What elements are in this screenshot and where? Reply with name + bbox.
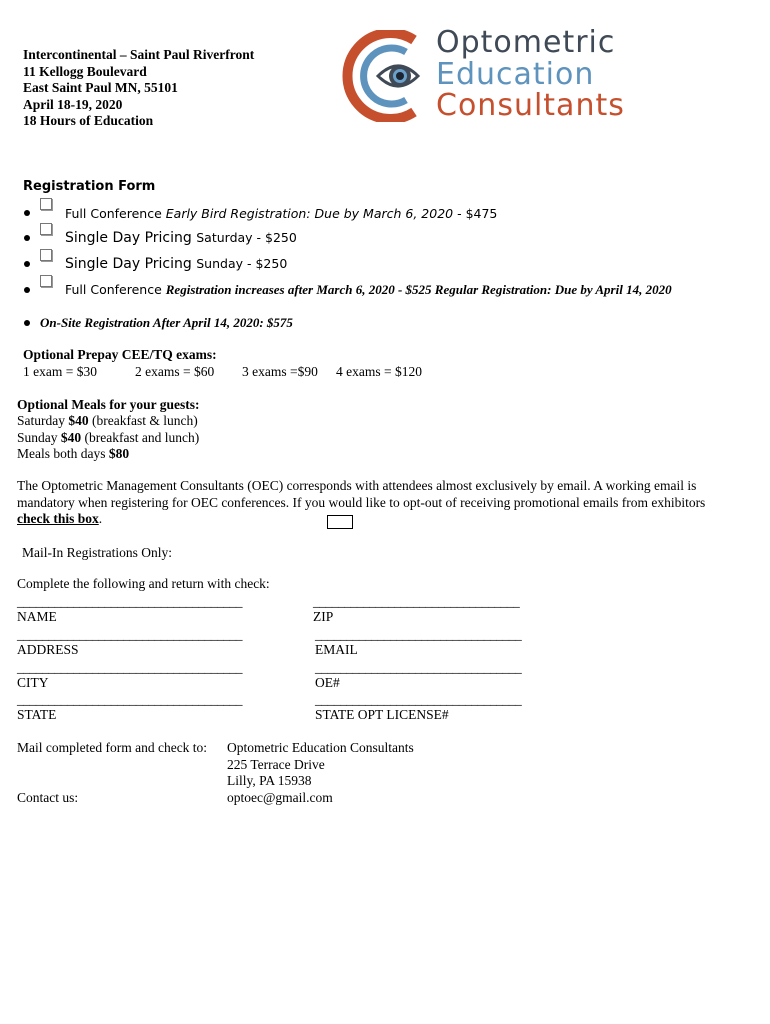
mail-to-label: Mail completed form and check to: <box>17 740 208 755</box>
saturday-prefix: Single Day Pricing <box>65 230 197 246</box>
full-regular-prefix: Full Conference <box>65 282 166 297</box>
early-bird-label <box>65 206 497 221</box>
logo-word-consultants: Consultants <box>436 88 625 123</box>
meal-sunday-detail: (breakfast and lunch) <box>81 430 200 445</box>
saturday-checkbox[interactable] <box>40 223 52 235</box>
contact-email[interactable]: optoec@gmail.com <box>227 790 333 805</box>
address-label: ADDRESS <box>17 642 79 657</box>
full-regular-detail: Registration increases after March 6, 2020 - $525 Regular Registration: Due by April 14, 2020 <box>165 282 672 297</box>
event-info <box>23 47 254 130</box>
email-notice-end: . <box>98 511 103 527</box>
exam-price-1: 1 exam = $30 <box>23 364 97 379</box>
email-notice-text: The Optometric Management Consultants (OEC) corresponds with attendees almost exclusively by email. A working email is mandatory when registering for OEC conferences. If you would like to opt-out of receiving promotional emails from exhibitors <box>17 478 706 510</box>
bullet-icon <box>24 287 30 293</box>
saturday-price: Saturday - $250 <box>196 230 297 245</box>
option-sunday[interactable] <box>24 253 724 275</box>
full-regular-label <box>65 282 672 298</box>
meal-saturday-detail: (breakfast & lunch) <box>88 413 198 428</box>
meal-sunday-label: Sunday <box>17 430 61 445</box>
saturday-label <box>65 230 297 246</box>
logo-word-optometric: Optometric <box>436 25 616 60</box>
email-label: EMAIL <box>315 642 358 657</box>
city-label: CITY <box>17 675 49 690</box>
meal-sunday-price: $40 <box>60 430 82 445</box>
full-regular-checkbox[interactable] <box>40 275 52 287</box>
contact-label: Contact us: <box>17 790 79 805</box>
meal-saturday <box>17 413 198 430</box>
registration-form-title: Registration Form <box>23 179 156 194</box>
option-full-regular[interactable] <box>24 279 744 301</box>
sunday-label <box>65 256 287 272</box>
name-label: NAME <box>17 609 57 624</box>
venue-name: Intercontinental – Saint Paul Riverfront <box>23 47 255 62</box>
option-onsite <box>24 312 724 334</box>
state-label: STATE <box>17 707 57 722</box>
opt-out-checkbox[interactable] <box>327 515 353 529</box>
early-bird-checkbox[interactable] <box>40 198 52 210</box>
meal-both-price: $80 <box>108 446 130 461</box>
sunday-price: Sunday - $250 <box>196 256 288 271</box>
onsite-registration: On-Site Registration After April 14, 2020: $575 <box>40 315 293 330</box>
city-line[interactable]: ____________________________________ <box>17 660 242 675</box>
education-hours: 18 Hours of Education <box>23 113 154 128</box>
logo-word-education: Education <box>436 57 595 92</box>
early-bird-price: - $475 <box>453 205 498 221</box>
oe-label: OE# <box>315 675 340 690</box>
oe-line[interactable]: _________________________________ <box>315 660 522 675</box>
street-address: 11 Kellogg Boulevard <box>23 63 147 79</box>
state-line[interactable]: ____________________________________ <box>17 692 242 707</box>
license-label: STATE OPT LICENSE# <box>315 707 449 722</box>
meal-both-label: Meals both days <box>17 446 109 461</box>
exams-title: Optional Prepay CEE/TQ exams: <box>23 347 217 362</box>
company-logo <box>340 25 640 123</box>
zip-label: ZIP <box>313 609 334 624</box>
email-notice <box>17 478 727 528</box>
opt-out-link-text: check this box <box>17 511 99 527</box>
address-line[interactable]: ____________________________________ <box>17 627 242 642</box>
sunday-prefix: Single Day Pricing <box>65 256 197 272</box>
sunday-checkbox[interactable] <box>40 249 52 261</box>
meal-saturday-price: $40 <box>68 413 89 428</box>
mailin-instruction: Complete the following and return with check: <box>17 576 270 591</box>
early-bird-detail: Early Bird Registration: Due by March 6, 2020 <box>165 205 454 221</box>
bullet-icon <box>24 210 30 216</box>
exam-price-3: 3 exams =$90 <box>242 364 318 379</box>
meals-title: Optional Meals for your guests: <box>17 397 200 412</box>
early-bird-prefix: Full Conference <box>65 205 166 221</box>
email-line[interactable]: _________________________________ <box>315 627 522 642</box>
name-line[interactable]: ____________________________________ <box>17 594 242 609</box>
bullet-icon <box>24 235 30 241</box>
bullet-icon <box>24 261 30 267</box>
meal-sunday <box>17 430 199 447</box>
city-state-zip: East Saint Paul MN, 55101 <box>23 80 178 95</box>
mailin-title: Mail-In Registrations Only: <box>22 545 172 560</box>
mail-org-name: Optometric Education Consultants <box>227 740 414 755</box>
zip-line[interactable]: _________________________________ <box>313 594 520 609</box>
option-early-bird[interactable] <box>24 202 724 224</box>
event-dates: April 18-19, 2020 <box>23 96 123 112</box>
option-saturday[interactable] <box>24 227 724 249</box>
meal-both-days <box>17 446 129 463</box>
exam-price-4: 4 exams = $120 <box>336 364 422 379</box>
meal-saturday-label: Saturday <box>17 413 69 428</box>
mail-city: Lilly, PA 15938 <box>227 773 312 788</box>
bullet-icon <box>24 320 30 326</box>
eye-logo-icon <box>340 30 440 122</box>
mail-street: 225 Terrace Drive <box>227 757 325 772</box>
license-line[interactable]: _________________________________ <box>315 692 522 707</box>
exam-price-2: 2 exams = $60 <box>135 364 215 379</box>
